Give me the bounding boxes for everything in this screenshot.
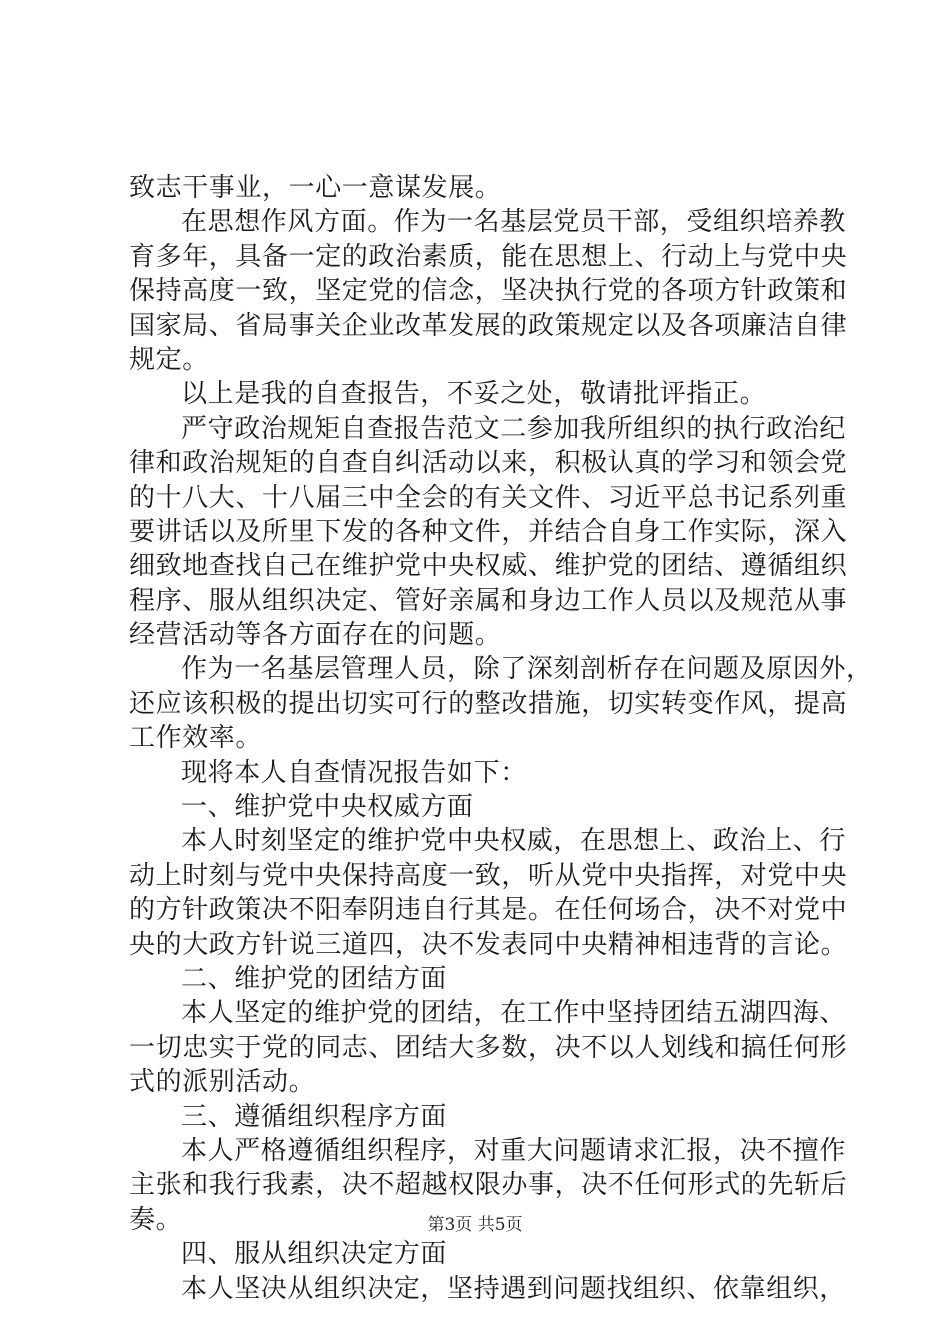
text-line: 的十八大、十八届三中全会的有关文件、习近平总书记系列重	[129, 482, 848, 513]
text-line: 以上是我的自查报告，不妥之处，敬请批评指正。	[181, 379, 767, 410]
text-line: 央的大政方针说三道四，决不发表同中央精神相违背的言论。	[129, 929, 848, 960]
text-line: 工作效率。	[129, 723, 263, 754]
text-line: 本人严格遵循组织程序，对重大问题请求汇报，决不擅作	[181, 1135, 847, 1166]
text-line: 还应该积极的提出切实可行的整改措施，切实转变作风，提高	[129, 688, 848, 719]
text-line: 保持高度一致，坚定党的信念，坚决执行党的各项方针政策和	[129, 276, 848, 307]
text-line: 动上时刻与党中央保持高度一致，听从党中央指挥，对党中央	[129, 860, 848, 891]
text-line: 律和政治规矩的自查自纠活动以来，积极认真的学习和领会党	[129, 448, 848, 479]
text-line: 本人坚定的维护党的团结，在工作中坚持团结五湖四海、	[181, 998, 847, 1029]
text-line: 要讲话以及所里下发的各种文件，并结合自身工作实际，深入	[129, 516, 848, 547]
text-line: 一切忠实于党的同志、团结大多数，决不以人划线和搞任何形	[129, 1032, 848, 1063]
document-body	[129, 171, 873, 1306]
text-line: 现将本人自查情况报告如下：	[181, 757, 527, 788]
text-line: 细致地查找自己在维护党中央权威、维护党的团结、遵循组织	[129, 551, 848, 582]
text-line: 本人时刻坚定的维护党中央权威，在思想上、政治上、行	[181, 826, 847, 857]
text-line: 三、遵循组织程序方面	[181, 1101, 448, 1132]
text-line: 奏。	[129, 1204, 183, 1235]
text-line: 本人坚决从组织决定，坚持遇到问题找组织、依靠组织，	[181, 1273, 847, 1304]
text-line: 一、维护党中央权威方面	[181, 792, 474, 823]
page-footer: 第3页 共5页	[427, 1215, 523, 1235]
text-line: 四、服从组织决定方面	[181, 1239, 448, 1270]
text-line: 育多年，具备一定的政治素质，能在思想上、行动上与党中央	[129, 241, 848, 272]
text-line: 国家局、省局事关企业改革发展的政策规定以及各项廉洁自律	[129, 310, 848, 341]
text-line: 二、维护党的团结方面	[181, 963, 448, 994]
text-line: 规定。	[129, 344, 209, 375]
text-line: 严守政治规矩自查报告范文二参加我所组织的执行政治纪	[181, 413, 847, 444]
text-line: 程序、服从组织决定、管好亲属和身边工作人员以及规范从事	[129, 585, 848, 616]
text-line: 主张和我行我素，决不超越权限办事，决不任何形式的先斩后	[129, 1170, 848, 1201]
text-line: 作为一名基层管理人员，除了深刻剖析存在问题及原因外，	[181, 654, 873, 685]
text-line: 致志干事业，一心一意谋发展。	[129, 173, 502, 203]
text-line: 式的派别活动。	[129, 1067, 316, 1098]
text-line: 的方针政策决不阳奉阴违自行其是。在任何场合，决不对党中	[129, 895, 848, 926]
text-line: 经营活动等各方面存在的问题。	[129, 620, 502, 651]
text-line: 在思想作风方面。作为一名基层党员干部，受组织培养教	[181, 207, 847, 238]
